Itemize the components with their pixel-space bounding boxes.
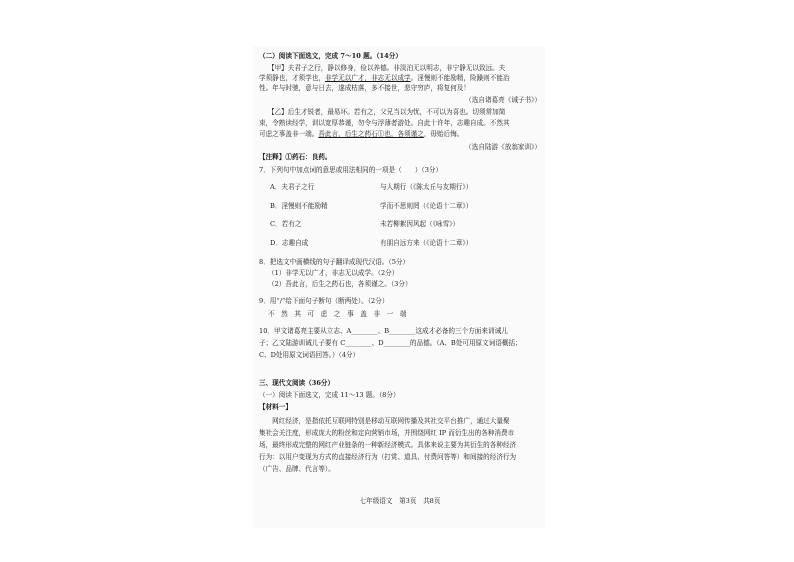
q8-item-1: （1）非学无以广才，非志无以成学。（2分）	[268, 269, 399, 277]
q7-option-a-right: 与人期行（《陈太丘与友期行》）	[380, 183, 473, 191]
q7-option-d-right: 有朋自远方来（《论语十二章》）	[380, 239, 473, 247]
material-1-line-4: 行为：以用户变现为方式的直接经济行为（打赏、道具、付费问答等）和间接的经济行为	[259, 453, 517, 461]
material-1-line-1: 网红经济，是指依托互联网特别是移动互联网传播及其社交平台推广，通过大量聚	[259, 417, 510, 425]
section3-subheading: （一）阅读下面选文，完成 11～13 题。（8分）	[259, 391, 400, 399]
q7-option-b-left: B．淫慢则不能励精	[270, 202, 328, 210]
page-footer: 七年级语文 第3页 共8页	[359, 497, 441, 505]
jia-line-2-a: 学须静也，才须学也，	[259, 74, 325, 82]
material-1-label: 【材料一】	[259, 403, 292, 411]
material-1-line-3: 场，最终形成完整的网红产业链条的一种新经济模式。具体来说主要为其衍生的各种经济	[259, 441, 517, 449]
q7-option-a	[270, 183, 541, 191]
q8-item-2: （2）吾此言，后生之药石也，各须谨之。（3分）	[268, 280, 412, 288]
material-1-line-5: （广告、品牌、代言等）。	[259, 465, 335, 473]
jia-source: （选自诸葛亮《诫子书》）	[465, 96, 541, 104]
q7-option-d	[270, 239, 541, 247]
yi-underlined-sentence: 吾此言，后生之药石①也，各须谨之	[318, 130, 424, 138]
yi-line-2: 束，令熟读经学，训以宽厚恭谨，勿令与浮薄者游处。自此十许年，志趣自成。不然其	[259, 119, 510, 127]
q7-option-c	[270, 220, 541, 228]
q10-line-2: 子；乙文陆游训诫儿子要有 C________、D________的品德。（A、B处可用原文词语概括；	[259, 339, 522, 347]
jia-line-2	[259, 74, 541, 82]
section2-heading: （二）阅读下面选文，完成 7～10 题。（14分）	[259, 52, 402, 60]
yi-line-3-a: 可虑之事盖非一端。	[259, 130, 319, 138]
q10-line-3: C、D处用原文词语回答。）（4分）	[259, 351, 360, 359]
q9-stem: 9．用“/”给下面句子断句（断两处）。（2分）	[259, 297, 389, 305]
q8-stem: 8．把选文中画横线的句子翻译成现代汉语。（5分）	[259, 258, 410, 266]
jia-line-1: 【甲】夫君子之行，静以修身，俭以养德。非淡泊无以明志，非宁静无以致远。夫	[268, 64, 506, 72]
q7-option-c-left: C．若有之	[270, 220, 302, 228]
section3-heading: 三、现代文阅读（36分）	[259, 379, 335, 387]
yi-source: （选自陆游《放翁家训》）	[465, 143, 541, 151]
yi-line-3	[259, 130, 541, 138]
yi-line-3-b: ，毋贻后悔。	[423, 130, 464, 138]
annotation-note: 【注释】①药石：良药。	[259, 153, 332, 161]
jia-line-2-b: 。淫慢则不能励精，险躁则不能冶	[410, 74, 510, 82]
jia-line-3: 性。年与时驰，意与日去，遂成枯落，多不接世，悲守穷庐，将复何及！	[259, 84, 470, 92]
q10-line-1: 10．甲文诸葛亮主要从立志、A________、B________这成才必备的三个方面来训诫儿	[259, 327, 508, 335]
q7-option-b	[270, 202, 541, 210]
q7-option-d-left: D．志趣自成	[270, 239, 309, 247]
q9-sentence: 不 然 其 可 虑 之 事 盖 非 一 端	[268, 310, 407, 318]
q7-stem: 7．下列句中加点词的意思或用法相同的一项是（ ）（3分）	[259, 166, 443, 174]
q7-option-a-left: A．夫君子之行	[270, 183, 315, 191]
q7-option-c-right: 未若柳絮因风起（《咏雪》）	[380, 220, 460, 228]
q7-option-b-right: 学而不思则罔（《论语十二章》）	[380, 202, 473, 210]
material-1-line-2: 集社会关注度，形成庞大的粉丝和定向营销市场，并围绕网红 IP 而衍生出的各种消费市	[259, 429, 515, 437]
yi-line-1: 【乙】后生才锐者，最易坏。若有之，父兄当以为忧，不可以为喜也。切须常加简	[268, 108, 506, 116]
jia-underlined-sentence: 非学无以广才，非志无以成学	[324, 74, 411, 82]
